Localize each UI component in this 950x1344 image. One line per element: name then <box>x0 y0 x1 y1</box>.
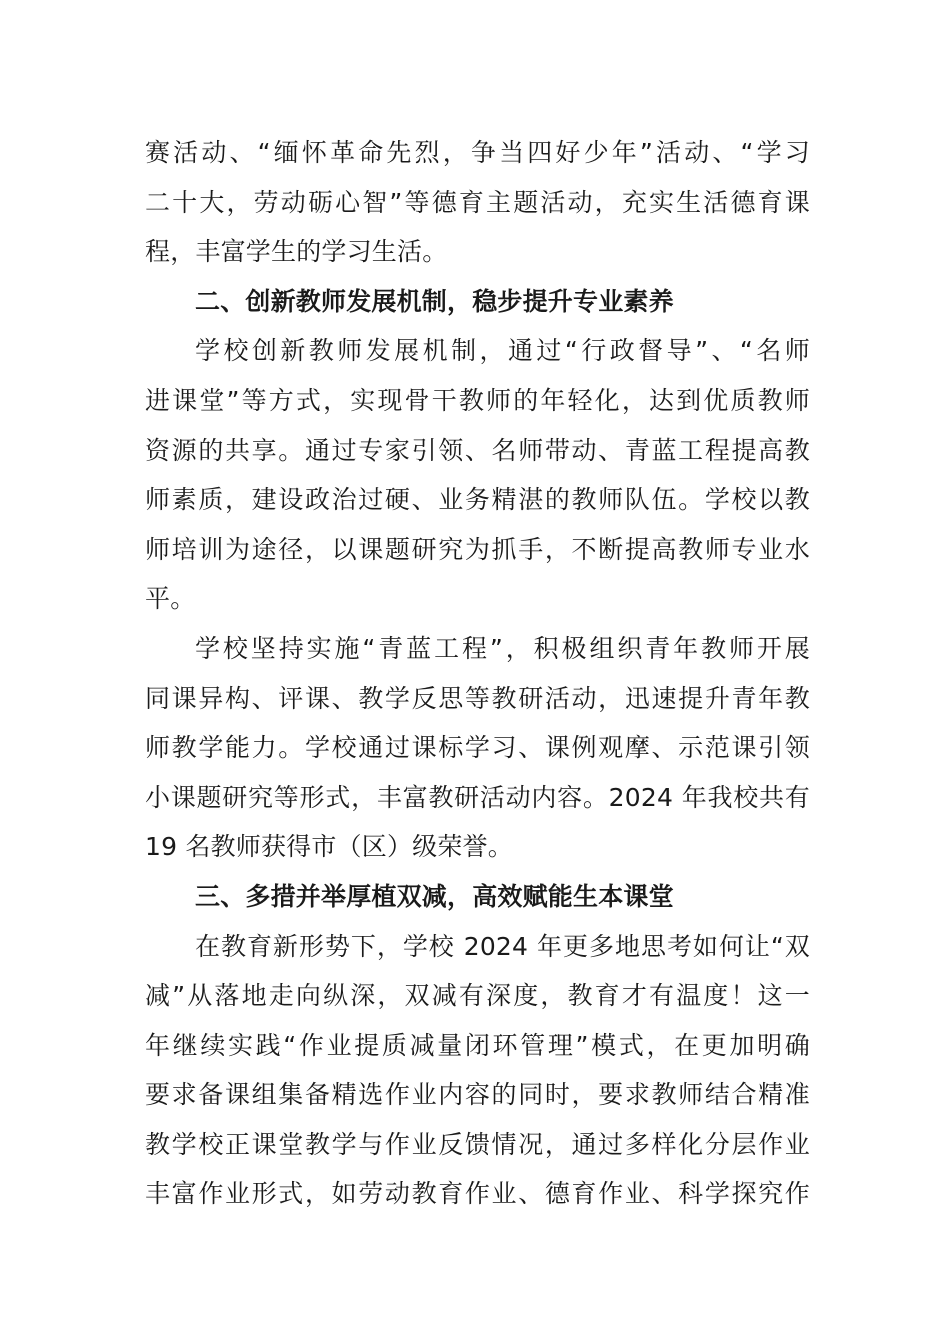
paragraph-line: 平。 <box>145 584 196 614</box>
paragraph-line: 19 名教师获得市（区）级荣誉。 <box>145 832 513 862</box>
paragraph-line: 丰富作业形式，如劳动教育作业、德育作业、科学探究作 <box>145 1179 810 1209</box>
paragraph-line: 教学校正课堂教学与作业反馈情况，通过多样化分层作业 <box>145 1129 810 1159</box>
paragraph-line: 赛活动、“缅怀革命先烈，争当四好少年”活动、“学习 <box>145 138 810 167</box>
paragraph-line: 师培训为途径，以课题研究为抓手，不断提高教师专业水 <box>145 534 810 564</box>
paragraph-line: 师素质，建设政治过硬、业务精湛的教师队伍。学校以教 <box>145 485 810 515</box>
paragraph-line: 学校创新教师发展机制，通过“行政督导”、“名师 <box>195 336 810 366</box>
paragraph-line: 在教育新形势下，学校 2024 年更多地思考如何让“双 <box>195 931 810 961</box>
paragraph-line: 小课题研究等形式，丰富教研活动内容。2024 年我校共有 <box>145 782 810 812</box>
paragraph-line: 减”从落地走向纵深，双减有深度，教育才有温度！这一 <box>145 981 810 1011</box>
paragraph-line: 要求备课组集备精选作业内容的同时，要求教师结合精准 <box>145 1080 810 1110</box>
paragraph-line: 资源的共享。通过专家引领、名师带动、青蓝工程提高教 <box>145 435 810 465</box>
paragraph-line: 进课堂”等方式，实现骨干教师的年轻化，达到优质教师 <box>145 385 810 415</box>
paragraph-line: 学校坚持实施“青蓝工程”，积极组织青年教师开展 <box>195 633 810 663</box>
paragraph-line: 同课异构、评课、教学反思等教研活动，迅速提升青年教 <box>145 683 810 713</box>
paragraph-line: 年继续实践“作业提质减量闭环管理”模式，在更加明确 <box>145 1030 810 1060</box>
section-heading: 三、多措并举厚植双减，高效赋能生本课堂 <box>195 881 674 911</box>
paragraph-line: 二十大，劳动砺心智”等德育主题活动，充实生活德育课 <box>145 187 810 217</box>
paragraph-line: 师教学能力。学校通过课标学习、课例观摩、示范课引领 <box>145 733 810 763</box>
document-page <box>145 128 810 1219</box>
paragraph-line: 程，丰富学生的学习生活。 <box>145 237 448 267</box>
section-heading: 二、创新教师发展机制，稳步提升专业素养 <box>195 286 674 316</box>
